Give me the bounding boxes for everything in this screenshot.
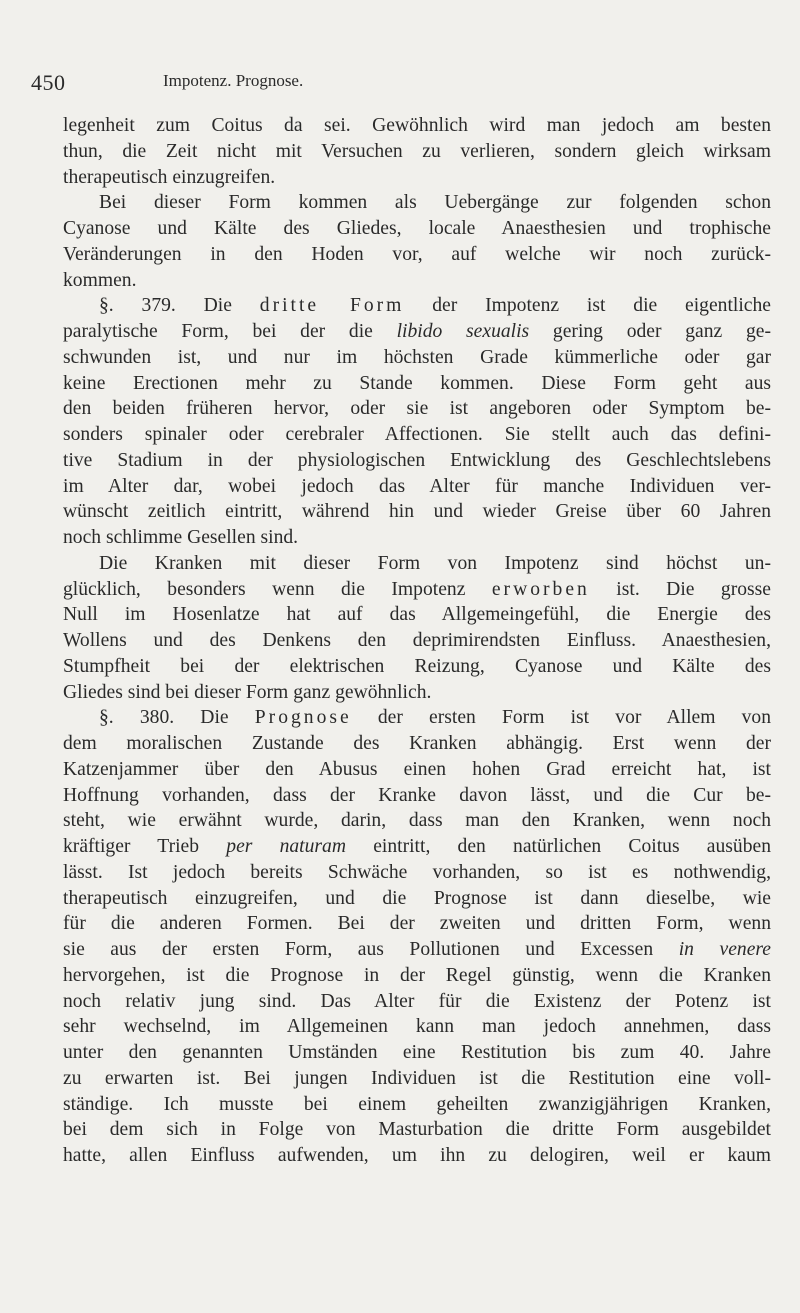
text-line: hervorgehen, ist die Prognose in der Regel günstig, wenn die Kranken (63, 964, 771, 986)
text-line: lässt. Ist jedoch bereits Schwäche vorhanden, so ist es nothwendig, (63, 861, 771, 883)
text-line: therapeutisch einzugreifen. (63, 166, 276, 188)
running-head: Impotenz. Prognose. (163, 71, 304, 90)
text-line: sie aus der ersten Form, aus Pollutionen und Excessen in venere (63, 939, 771, 960)
text-line: sonders spinaler oder cerebraler Affectionen. Sie stellt auch das defini- (63, 424, 771, 445)
text-line: Wollens und des Denkens den deprimirendsten Einfluss. Anaesthesien, (63, 630, 771, 651)
section-heading-line: §. 379. Die dritte Form der Impotenz ist die eigentliche (99, 295, 771, 317)
body-text (63, 113, 771, 1169)
text-line: für die anderen Formen. Bei der zweiten und dritten Form, wenn (63, 913, 771, 935)
text-line: noch schlimme Gesellen sind. (63, 527, 299, 548)
page-number: 450 (31, 70, 66, 95)
text-line: unter den genannten Umständen eine Restitution bis zum 40. Jahre (63, 1042, 771, 1063)
italic-emphasis: per naturam (226, 836, 346, 857)
text-line: Null im Hosenlatze hat auf das Allgemeingefühl, die Energie des (63, 604, 771, 626)
text-line: Bei dieser Form kommen als Uebergänge zur folgenden schon (99, 192, 771, 214)
text-line: sehr wechselnd, im Allgemeinen kann man jedoch annehmen, dass (63, 1016, 771, 1038)
text-line: kommen. (63, 269, 137, 291)
text-line: therapeutisch einzugreifen, und die Prognose ist dann dieselbe, wie (63, 887, 771, 909)
text-line: steht, wie erwähnt wurde, darin, dass man den Kranken, wenn noch (63, 810, 771, 832)
text-line: dem moralischen Zustande des Kranken abhängig. Erst wenn der (63, 733, 771, 754)
section-heading-line: §. 380. Die Prognose der ersten Form ist vor Allem von (99, 707, 771, 729)
text-line: Stumpfheit bei der elektrischen Reizung, Cyanose und Kälte des (63, 655, 771, 677)
text-line: paralytische Form, bei der die libido sexualis gering oder ganz ge- (63, 321, 771, 342)
spaced-emphasis: erworben (491, 578, 590, 600)
text-line: Gliedes sind bei dieser Form ganz gewöhnlich. (63, 681, 432, 703)
text-line: thun, die Zeit nicht mit Versuchen zu verlieren, sondern gleich wirksam (63, 140, 771, 162)
italic-emphasis: libido sexualis (396, 321, 530, 342)
text-line: Hoffnung vorhanden, dass der Kranke davon lässt, und die Cur be- (63, 784, 771, 806)
page-header (30, 70, 770, 100)
text-line: hatte, allen Einfluss aufwenden, um ihn zu delogiren, weil er kaum (63, 1145, 771, 1166)
text-line: legenheit zum Coitus da sei. Gewöhnlich wird man jedoch am besten (63, 115, 771, 136)
text-line: keine Erectionen mehr zu Stande kommen. Diese Form geht aus (63, 372, 771, 394)
text-line: Veränderungen in den Hoden vor, auf welche wir noch zurück- (63, 243, 771, 265)
text-line: ständige. Ich musste bei einem geheilten zwanzigjährigen Kranken, (63, 1093, 771, 1115)
text-line: den beiden früheren hervor, oder sie ist angeboren oder Symptom be- (63, 398, 771, 420)
text-line: bei dem sich in Folge von Masturbation die dritte Form ausgebildet (63, 1119, 771, 1141)
text-line: im Alter dar, wobei jedoch das Alter für manche Individuen ver- (63, 475, 771, 497)
text-line: Cyanose und Kälte des Gliedes, locale Anaesthesien und trophische (63, 218, 771, 239)
spaced-emphasis: Prognose (254, 707, 352, 729)
spaced-emphasis: dritte Form (259, 295, 405, 317)
text-line: wünscht zeitlich eintritt, während hin und wieder Greise über 60 Jahren (63, 501, 771, 523)
italic-emphasis: in venere (678, 939, 771, 960)
text-line: glücklich, besonders wenn die Impotenz erworben ist. Die grosse (63, 578, 771, 600)
text-line: schwunden ist, und nur im höchsten Grade kümmerliche oder gar (63, 346, 771, 368)
text-line: Katzenjammer über den Abusus einen hohen Grad erreicht hat, ist (63, 758, 771, 780)
text-line: tive Stadium in der physiologischen Entwicklung des Geschlechtslebens (63, 449, 771, 471)
text-line: kräftiger Trieb per naturam eintritt, den natürlichen Coitus ausüben (63, 836, 771, 857)
text-line: zu erwarten ist. Bei jungen Individuen ist die Restitution eine voll- (63, 1067, 771, 1089)
text-line: noch relativ jung sind. Das Alter für die Existenz der Potenz ist (63, 990, 771, 1012)
text-line: Die Kranken mit dieser Form von Impotenz sind höchst un- (99, 552, 771, 574)
